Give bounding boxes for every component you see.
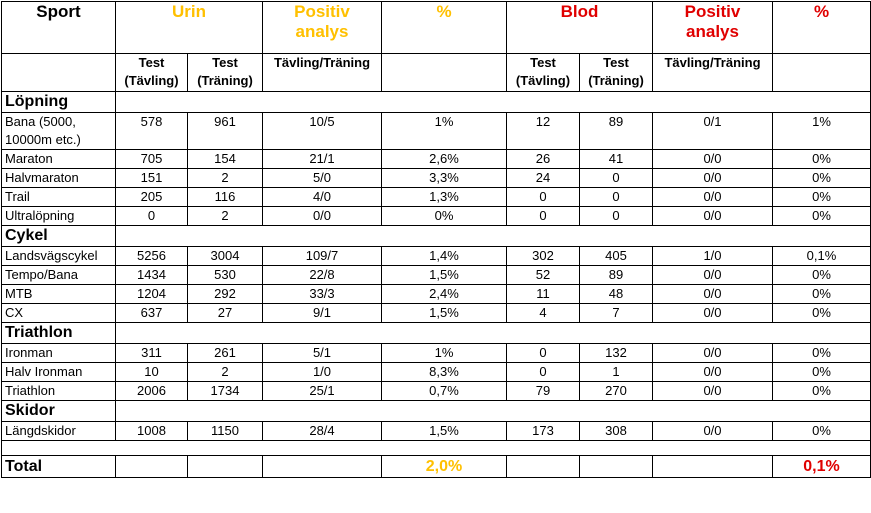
- cell-u-t: 705: [116, 150, 188, 169]
- category-label: Triathlon: [2, 323, 116, 344]
- cell-b-t: 0: [507, 188, 580, 207]
- doping-statistics-table: [1, 1, 871, 478]
- category-label: Skidor: [2, 401, 116, 422]
- cell-u-t: 311: [116, 344, 188, 363]
- cell-b-pos: 0/0: [653, 266, 773, 285]
- cell-b-tr: 7: [580, 304, 653, 323]
- cell-b-pos: 0/0: [653, 344, 773, 363]
- cell-b-pos: 0/1: [653, 113, 773, 150]
- cell-b-tr: 0: [580, 188, 653, 207]
- category-spacer: [116, 401, 871, 422]
- cell-b-tr: 48: [580, 285, 653, 304]
- cell-b-tr: 0: [580, 169, 653, 188]
- sport-cell: Halv Ironman: [2, 363, 116, 382]
- cell-u-tr: 292: [188, 285, 263, 304]
- cell-b-t: 12: [507, 113, 580, 150]
- sport-cell: Trail: [2, 188, 116, 207]
- sport-cell: MTB: [2, 285, 116, 304]
- cell-b-pos: 0/0: [653, 304, 773, 323]
- cell-u-pct: 3,3%: [382, 169, 507, 188]
- cell-b-t: 24: [507, 169, 580, 188]
- table-row: [2, 169, 871, 188]
- cell-b-t: 0: [507, 363, 580, 382]
- sub-traning-2: (Träning): [588, 73, 644, 88]
- cell-b-pos: 0/0: [653, 363, 773, 382]
- blod-header: Blod: [507, 2, 653, 54]
- blank-cell: [2, 441, 871, 456]
- cell-u-t: 205: [116, 188, 188, 207]
- cell-u-pos: 1/0: [263, 363, 382, 382]
- cell-u-t: 5256: [116, 247, 188, 266]
- cell-u-pos: 25/1: [263, 382, 382, 401]
- cell-b-pct: 1%: [773, 113, 871, 150]
- cell-b-pct: 0%: [773, 382, 871, 401]
- table-row: [2, 266, 871, 285]
- category-spacer: [116, 92, 871, 113]
- urin-header: Urin: [116, 2, 263, 54]
- table-row: [2, 363, 871, 382]
- urin-pct-header: %: [382, 2, 507, 54]
- sport-cell: Bana (5000, 10000m etc.): [2, 113, 116, 150]
- cell-u-tr: 27: [188, 304, 263, 323]
- cell-u-pos: 9/1: [263, 304, 382, 323]
- cell-u-tr: 961: [188, 113, 263, 150]
- table-row: [2, 344, 871, 363]
- cell-b-t: 0: [507, 207, 580, 226]
- cell-b-pct: 0%: [773, 285, 871, 304]
- urin-positiv-line2: analys: [295, 22, 349, 41]
- blod-positiv-header: [653, 2, 773, 54]
- cell-u-tr: 154: [188, 150, 263, 169]
- total-empty: [653, 456, 773, 478]
- cell-u-tr: 530: [188, 266, 263, 285]
- table-row: [2, 285, 871, 304]
- sport-cell: Maraton: [2, 150, 116, 169]
- total-row: [2, 456, 871, 478]
- cell-u-pos: 10/5: [263, 113, 382, 150]
- table-row: [2, 247, 871, 266]
- cell-u-tr: 2: [188, 363, 263, 382]
- cell-b-tr: 41: [580, 150, 653, 169]
- category-row: [2, 323, 871, 344]
- total-blod-pct: 0,1%: [773, 456, 871, 478]
- cell-u-t: 151: [116, 169, 188, 188]
- category-row: [2, 401, 871, 422]
- table-row: [2, 113, 871, 150]
- total-empty: [116, 456, 188, 478]
- cell-u-pct: 2,4%: [382, 285, 507, 304]
- subheader-empty: [382, 54, 507, 92]
- cell-u-tr: 2: [188, 207, 263, 226]
- urin-tavl-tran-header: Tävling/Träning: [263, 54, 382, 92]
- cell-b-pos: 0/0: [653, 382, 773, 401]
- cell-b-t: 173: [507, 422, 580, 441]
- blod-test-traning-header: [580, 54, 653, 92]
- urin-positiv-header: [263, 2, 382, 54]
- sub-tavling-1: (Tävling): [124, 73, 179, 88]
- cell-u-pos: 0/0: [263, 207, 382, 226]
- urin-test-traning-header: [188, 54, 263, 92]
- table-row: [2, 304, 871, 323]
- cell-u-pos: 33/3: [263, 285, 382, 304]
- cell-b-pos: 1/0: [653, 247, 773, 266]
- table-row: [2, 382, 871, 401]
- cell-b-t: 4: [507, 304, 580, 323]
- cell-b-pct: 0%: [773, 363, 871, 382]
- cell-u-pct: 1%: [382, 113, 507, 150]
- cell-b-t: 79: [507, 382, 580, 401]
- category-label: Löpning: [2, 92, 116, 113]
- blod-positiv-line1: Positiv: [684, 2, 741, 21]
- cell-u-t: 1008: [116, 422, 188, 441]
- subheader-row: [2, 54, 871, 92]
- subheader-empty: [773, 54, 871, 92]
- sport-header: Sport: [2, 2, 116, 54]
- cell-b-tr: 132: [580, 344, 653, 363]
- total-empty: [263, 456, 382, 478]
- table-row: [2, 150, 871, 169]
- cell-u-pos: 28/4: [263, 422, 382, 441]
- cell-u-pct: 1,4%: [382, 247, 507, 266]
- sport-cell: Längdskidor: [2, 422, 116, 441]
- cell-b-t: 11: [507, 285, 580, 304]
- sub-test-3: Test: [530, 55, 556, 70]
- cell-u-t: 2006: [116, 382, 188, 401]
- table-row: [2, 188, 871, 207]
- cell-b-t: 302: [507, 247, 580, 266]
- cell-u-t: 578: [116, 113, 188, 150]
- cell-u-pct: 1,5%: [382, 304, 507, 323]
- category-spacer: [116, 226, 871, 247]
- sport-cell: Ultralöpning: [2, 207, 116, 226]
- total-empty: [580, 456, 653, 478]
- table-row: [2, 207, 871, 226]
- category-spacer: [116, 323, 871, 344]
- cell-b-t: 52: [507, 266, 580, 285]
- cell-b-tr: 1: [580, 363, 653, 382]
- category-row: [2, 226, 871, 247]
- cell-u-tr: 1734: [188, 382, 263, 401]
- cell-u-pos: 109/7: [263, 247, 382, 266]
- cell-u-pos: 5/1: [263, 344, 382, 363]
- cell-u-pos: 22/8: [263, 266, 382, 285]
- cell-u-t: 637: [116, 304, 188, 323]
- cell-b-pct: 0%: [773, 169, 871, 188]
- blod-positiv-line2: analys: [686, 22, 739, 41]
- cell-b-pct: 0%: [773, 207, 871, 226]
- urin-test-tavling-header: [116, 54, 188, 92]
- category-row: [2, 92, 871, 113]
- cell-b-pct: 0%: [773, 344, 871, 363]
- cell-b-pct: 0%: [773, 150, 871, 169]
- cell-b-pct: 0,1%: [773, 247, 871, 266]
- sport-cell: CX: [2, 304, 116, 323]
- cell-b-pct: 0%: [773, 422, 871, 441]
- cell-u-tr: 2: [188, 169, 263, 188]
- cell-b-t: 26: [507, 150, 580, 169]
- sub-traning-1: (Träning): [197, 73, 253, 88]
- cell-b-tr: 405: [580, 247, 653, 266]
- cell-u-pct: 1,5%: [382, 422, 507, 441]
- sport-cell: Landsvägscykel: [2, 247, 116, 266]
- sport-cell: Halvmaraton: [2, 169, 116, 188]
- cell-b-tr: 0: [580, 207, 653, 226]
- header-row: [2, 2, 871, 54]
- sub-test-4: Test: [603, 55, 629, 70]
- cell-b-pct: 0%: [773, 266, 871, 285]
- cell-b-tr: 89: [580, 113, 653, 150]
- sub-tavling-2: (Tävling): [515, 73, 571, 88]
- cell-u-pct: 0,7%: [382, 382, 507, 401]
- cell-b-tr: 308: [580, 422, 653, 441]
- cell-u-pos: 21/1: [263, 150, 382, 169]
- table-row: [2, 422, 871, 441]
- sport-cell: Tempo/Bana: [2, 266, 116, 285]
- cell-u-t: 10: [116, 363, 188, 382]
- sub-test-2: Test: [212, 55, 238, 70]
- cell-u-pct: 1,5%: [382, 266, 507, 285]
- total-empty: [507, 456, 580, 478]
- cell-b-pos: 0/0: [653, 285, 773, 304]
- cell-b-pos: 0/0: [653, 150, 773, 169]
- cell-u-tr: 261: [188, 344, 263, 363]
- blank-row: [2, 441, 871, 456]
- cell-u-t: 0: [116, 207, 188, 226]
- sport-cell: Ironman: [2, 344, 116, 363]
- cell-u-tr: 1150: [188, 422, 263, 441]
- cell-b-pct: 0%: [773, 188, 871, 207]
- subheader-empty: [2, 54, 116, 92]
- cell-u-pct: 2,6%: [382, 150, 507, 169]
- urin-positiv-line1: Positiv: [294, 2, 350, 21]
- blod-tavl-tran-header: Tävling/Träning: [653, 54, 773, 92]
- sub-test-1: Test: [138, 55, 165, 70]
- category-label: Cykel: [2, 226, 116, 247]
- total-urin-pct: 2,0%: [382, 456, 507, 478]
- cell-b-pos: 0/0: [653, 188, 773, 207]
- cell-u-pct: 8,3%: [382, 363, 507, 382]
- cell-u-tr: 116: [188, 188, 263, 207]
- blod-pct-header: %: [773, 2, 871, 54]
- cell-b-tr: 89: [580, 266, 653, 285]
- cell-u-pct: 1%: [382, 344, 507, 363]
- cell-u-pct: 1,3%: [382, 188, 507, 207]
- cell-u-pos: 5/0: [263, 169, 382, 188]
- cell-b-pos: 0/0: [653, 422, 773, 441]
- cell-b-pos: 0/0: [653, 169, 773, 188]
- cell-u-t: 1434: [116, 266, 188, 285]
- cell-b-t: 0: [507, 344, 580, 363]
- cell-b-pct: 0%: [773, 304, 871, 323]
- cell-u-tr: 3004: [188, 247, 263, 266]
- cell-b-pos: 0/0: [653, 207, 773, 226]
- cell-u-pos: 4/0: [263, 188, 382, 207]
- sport-cell: Triathlon: [2, 382, 116, 401]
- cell-u-pct: 0%: [382, 207, 507, 226]
- total-empty: [188, 456, 263, 478]
- cell-b-tr: 270: [580, 382, 653, 401]
- cell-u-t: 1204: [116, 285, 188, 304]
- total-label: Total: [2, 456, 116, 478]
- blod-test-tavling-header: [507, 54, 580, 92]
